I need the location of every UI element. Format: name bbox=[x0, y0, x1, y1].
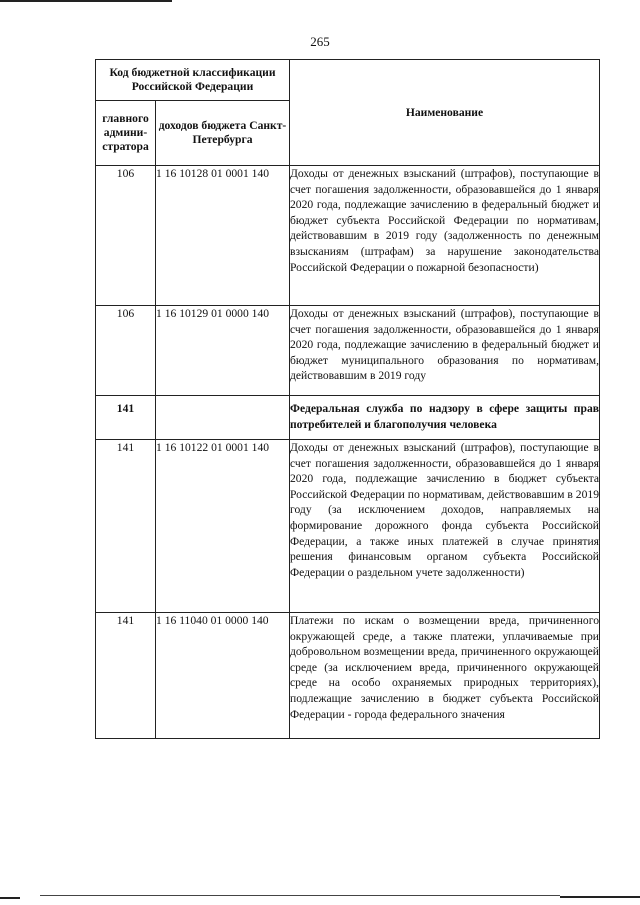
admin-code-cell: 141 bbox=[96, 440, 156, 613]
admin-code-cell: 141 bbox=[96, 613, 156, 739]
header-budget-income: доходов бюджета Санкт-Петербурга bbox=[156, 101, 290, 166]
income-name-cell: Доходы от денежных взысканий (штрафов), поступающие в счет погашения задолженности, образовавшейся до 1 января 2020 года, подлежащие зачислению в федеральный бюджет и бюджет субъекта Российской Федерации по нормативам, действовавшим в 2019 году (задолженность по денежным взысканиям (штрафам) за нарушение законодательства Российской Федерации о пожарной безопасности) bbox=[290, 166, 600, 306]
table-header-row bbox=[96, 60, 600, 101]
scan-bottom-rule bbox=[40, 895, 560, 896]
table-row-administrator bbox=[96, 396, 600, 440]
income-name-cell: Доходы от денежных взысканий (штрафов), поступающие в счет погашения задолженности, образовавшейся до 1 января 2020 года, подлежащие зачислению в федеральный бюджет и бюджет муниципального образования по нормативам, действовавшим в 2019 году bbox=[290, 306, 600, 396]
table-row bbox=[96, 166, 600, 306]
scan-bottom-mark-right bbox=[560, 896, 640, 898]
scan-bottom-mark bbox=[0, 897, 20, 899]
income-code-cell bbox=[156, 396, 290, 440]
income-name-cell: Платежи по искам о возмещении вреда, причиненного окружающей среде, а также платежи, уплачиваемые при добровольном возмещении вреда, причиненного окружающей среде (за исключением вреда, причиненного окружающей среде на особо охраняемых природных территориях), подлежащие зачислению в бюджет субъекта Российской Федерации - города федерального значения bbox=[290, 613, 600, 739]
budget-classification-table bbox=[95, 59, 600, 739]
page-number: 265 bbox=[310, 34, 330, 49]
table-row bbox=[96, 613, 600, 739]
scan-top-rule bbox=[0, 0, 172, 2]
administrator-name-cell: Федеральная служба по надзору в сфере защиты прав потребителей и благополучия человека bbox=[290, 396, 600, 440]
income-name-cell: Доходы от денежных взысканий (штрафов), поступающие в счет погашения задолженности, образовавшейся до 1 января 2020 года, подлежащие зачислению в бюджет субъекта Российской Федерации по нормативам, действовавшим в 2019 году (за исключением доходов, направляемых на формирование дорожного фонда субъекта Российской Федерации, а также иных платежей в случае принятия решения финансовым органом субъекта Российской Федерации о раздельном учете задолженности) bbox=[290, 440, 600, 613]
header-budget-code: Код бюджетной классификации Российской Федерации bbox=[96, 60, 290, 101]
header-name: Наименование bbox=[290, 60, 600, 166]
admin-code-cell: 106 bbox=[96, 166, 156, 306]
income-code-cell: 1 16 10128 01 0001 140 bbox=[156, 166, 290, 306]
admin-code-cell: 141 bbox=[96, 396, 156, 440]
income-code-cell: 1 16 10122 01 0001 140 bbox=[156, 440, 290, 613]
income-code-cell: 1 16 11040 01 0000 140 bbox=[156, 613, 290, 739]
income-code-cell: 1 16 10129 01 0000 140 bbox=[156, 306, 290, 396]
admin-code-cell: 106 bbox=[96, 306, 156, 396]
table-row bbox=[96, 306, 600, 396]
table-row bbox=[96, 440, 600, 613]
header-chief-administrator: главного админи-стратора bbox=[96, 101, 156, 166]
